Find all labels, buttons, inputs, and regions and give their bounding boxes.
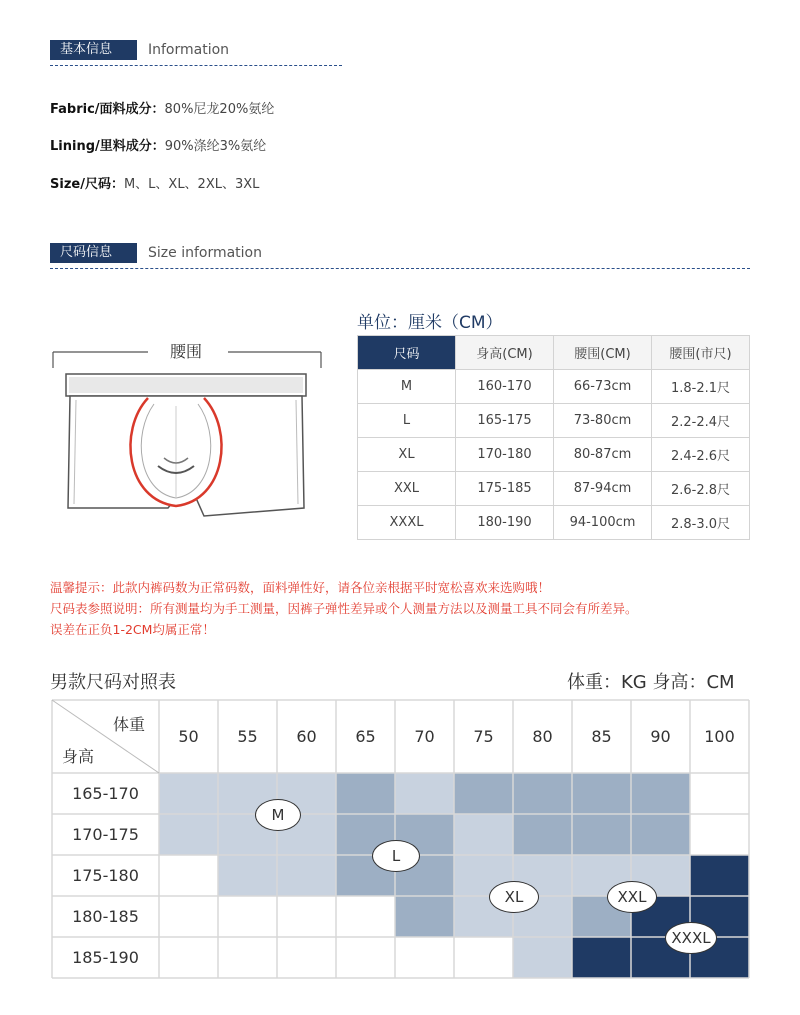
chart-units: 体重：KG 身高：CM [567,672,735,693]
header-cell: 身高(CM) [456,336,554,370]
size-bubble-m: M [255,799,301,831]
size-label: Size/尺码： [50,177,124,192]
table-cell: 80-87cm [554,438,652,472]
lining-label: Lining/里料成分： [50,139,165,154]
height-label: 175-180 [72,866,139,885]
height-label: 165-170 [72,784,139,803]
unit-label: 单位：厘米（CM） [357,313,503,333]
lining-value: 90%涤纶3%氨纶 [164,139,267,154]
weight-label: 55 [237,727,258,746]
table-cell: 87-94cm [554,472,652,506]
weight-label: 60 [296,727,317,746]
weight-label: 85 [591,727,612,746]
table-cell: XXL [358,472,456,506]
basic-info-title: Information [148,42,230,58]
table-cell: 175-185 [456,472,554,506]
weight-label: 90 [650,727,671,746]
fabric-value: 80%尼龙20%氨纶 [164,102,275,117]
table-cell: 94-100cm [554,506,652,540]
height-label: 185-190 [72,948,139,967]
table-cell: M [358,370,456,404]
table-cell: 73-80cm [554,404,652,438]
table-cell: L [358,404,456,438]
corner-height-label: 身高 [62,747,95,766]
header-cell: 尺码 [358,336,456,370]
size-bubble-xxl: XXL [607,881,657,913]
size-bubble-l: L [372,840,420,872]
header-cell: 腰围(CM) [554,336,652,370]
height-label: 180-185 [72,907,139,926]
corner-weight-label: 体重 [113,715,146,734]
table-cell: 2.4-2.6尺 [652,438,750,472]
table-cell: 66-73cm [554,370,652,404]
table-cell: 2.6-2.8尺 [652,472,750,506]
fabric-label: Fabric/面料成分： [50,102,165,117]
table-cell: 2.2-2.4尺 [652,404,750,438]
table-cell: 2.8-3.0尺 [652,506,750,540]
waist-label: 腰围 [170,342,203,361]
table-cell: 160-170 [456,370,554,404]
size-info-tag: 尺码信息 [50,243,137,263]
notice-tip: 温馨提示：此款内裤码数为正常码数，面料弹性好，请各位亲根据平时宽松喜欢来选购哦！ [50,580,551,595]
table-cell: 165-175 [456,404,554,438]
weight-label: 50 [178,727,199,746]
size-bubble-xl: XL [489,881,539,913]
chart-title: 男款尺码对照表 [50,672,176,693]
size-value: M、L、XL、2XL、3XL [123,177,260,192]
weight-label: 65 [355,727,376,746]
header-cell: 腰围(市尺) [652,336,750,370]
weight-label: 80 [532,727,553,746]
height-label: 170-175 [72,825,139,844]
table-cell: XXXL [358,506,456,540]
table-cell: 170-180 [456,438,554,472]
weight-label: 100 [704,727,735,746]
table-cell: 1.8-2.1尺 [652,370,750,404]
notice-error-range: 误差在正负1-2CM均属正常！ [50,622,215,637]
basic-info-tag: 基本信息 [50,40,137,60]
table-cell: XL [358,438,456,472]
weight-label: 70 [414,727,435,746]
size-bubble-xxxl: XXXL [665,922,717,954]
weight-label: 75 [473,727,494,746]
size-info-title: Size information [148,245,262,261]
table-cell: 180-190 [456,506,554,540]
notice-reference: 尺码表参照说明：所有测量均为手工测量，因裤子弹性差异或个人测量方法以及测量工具不同会有所差异。 [50,601,638,616]
